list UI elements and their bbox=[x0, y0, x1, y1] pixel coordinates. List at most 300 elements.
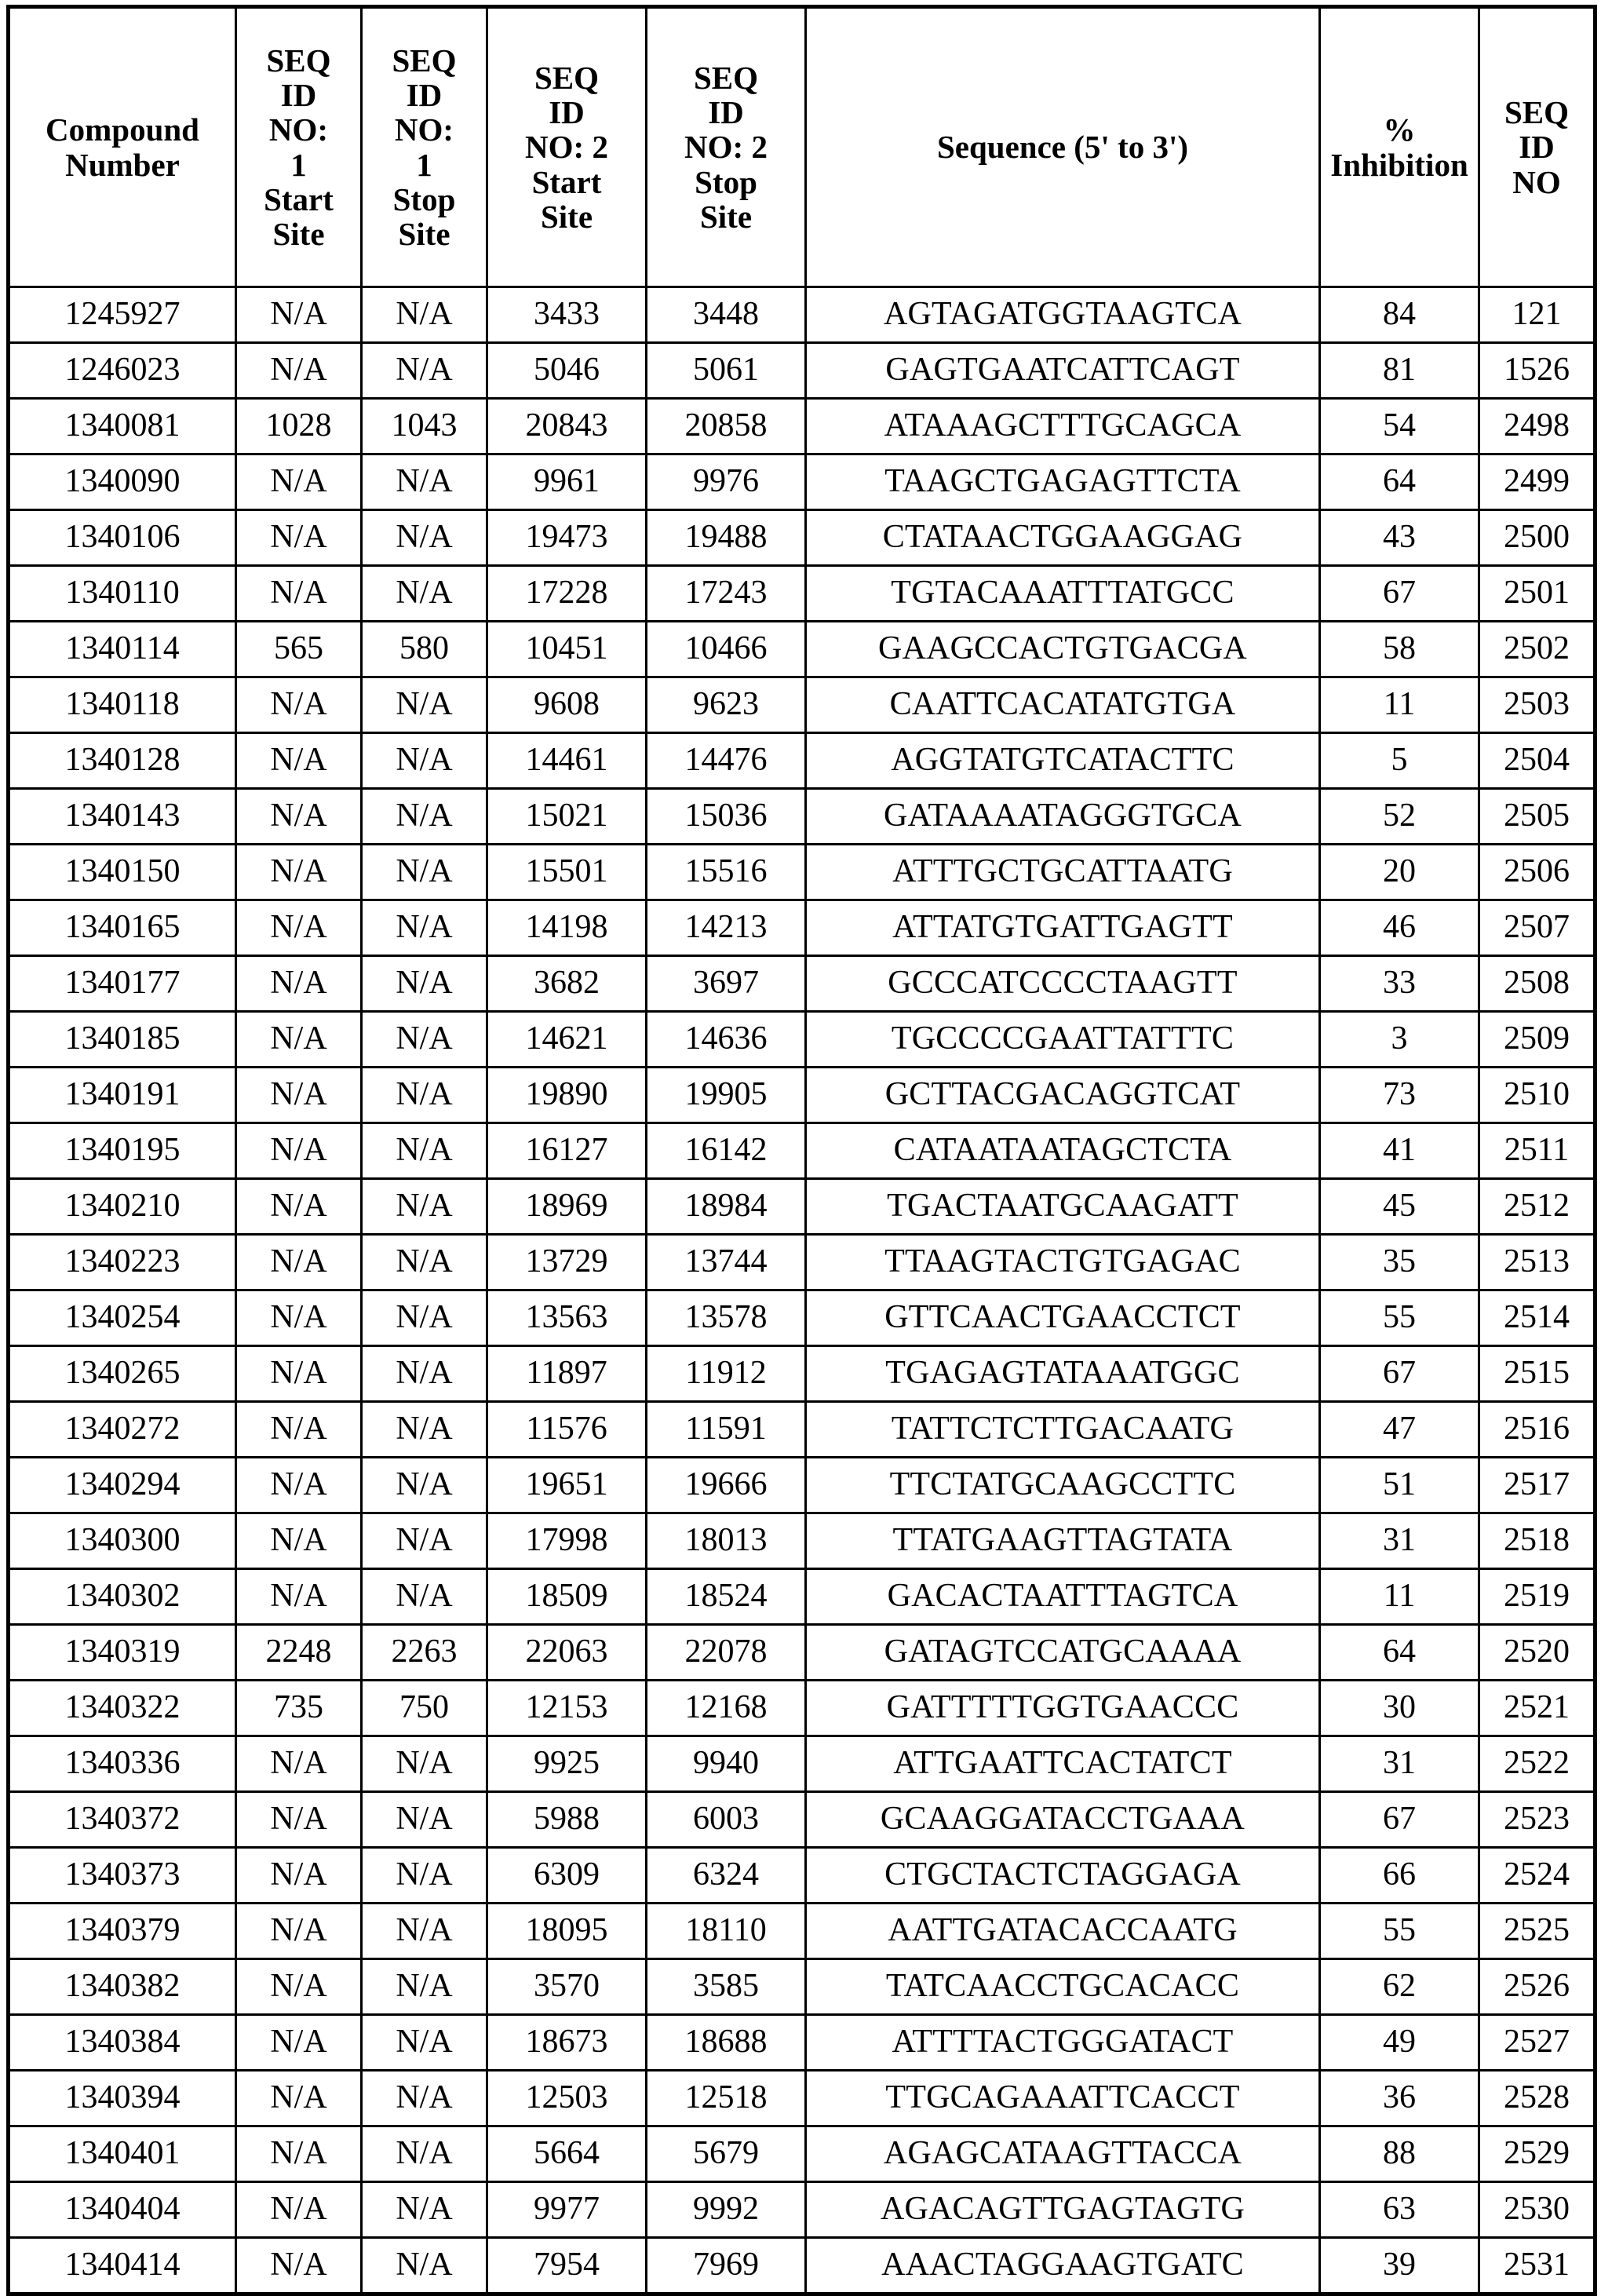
cell-seq1-stop-site: N/A bbox=[362, 1290, 487, 1346]
cell-seq-id-no: 2525 bbox=[1479, 1904, 1596, 1959]
cell-compound-number: 1340185 bbox=[9, 1012, 236, 1068]
cell-compound-number: 1340090 bbox=[9, 454, 236, 510]
cell-sequence: GTTCAACTGAACCTCT bbox=[806, 1290, 1320, 1346]
cell-seq2-stop-site: 11591 bbox=[647, 1402, 806, 1458]
cell-seq-id-no: 2508 bbox=[1479, 956, 1596, 1012]
column-header-line: Sequence (5' to 3') bbox=[937, 129, 1188, 166]
cell-seq2-stop-site: 19488 bbox=[647, 510, 806, 566]
cell-sequence: GACACTAATTTAGTCA bbox=[806, 1569, 1320, 1625]
cell-seq1-start-site: N/A bbox=[236, 287, 362, 343]
cell-seq-id-no: 2502 bbox=[1479, 622, 1596, 677]
cell-seq2-stop-site: 3697 bbox=[647, 956, 806, 1012]
cell-seq2-start-site: 6309 bbox=[487, 1848, 647, 1904]
cell-seq-id-no: 2504 bbox=[1479, 733, 1596, 789]
cell-seq2-start-site: 3433 bbox=[487, 287, 647, 343]
table-row bbox=[9, 1068, 1596, 1123]
cell-compound-number: 1340143 bbox=[9, 789, 236, 845]
cell-seq1-start-site: N/A bbox=[236, 1012, 362, 1068]
column-header-line: ID bbox=[280, 76, 317, 113]
cell-seq1-stop-site: N/A bbox=[362, 1848, 487, 1904]
column-header-line: Stop bbox=[392, 181, 456, 217]
column-header-line: Compound bbox=[46, 111, 199, 148]
table-row bbox=[9, 2126, 1596, 2182]
cell-compound-number: 1340336 bbox=[9, 1736, 236, 1792]
cell-seq2-stop-site: 14213 bbox=[647, 900, 806, 956]
cell-sequence: TATTCTCTTGACAATG bbox=[806, 1402, 1320, 1458]
cell-seq-id-no: 2524 bbox=[1479, 1848, 1596, 1904]
column-header-line: SEQ bbox=[1504, 94, 1570, 131]
cell-seq1-stop-site: N/A bbox=[362, 1904, 487, 1959]
table-row bbox=[9, 2238, 1596, 2294]
table-header bbox=[9, 7, 1596, 287]
cell-seq2-stop-site: 6324 bbox=[647, 1848, 806, 1904]
cell-seq1-start-site: N/A bbox=[236, 2126, 362, 2182]
column-header-line: 1 bbox=[416, 146, 432, 183]
column-header-seq2-stop-site bbox=[647, 7, 806, 287]
cell-seq-id-no: 2531 bbox=[1479, 2238, 1596, 2294]
cell-sequence: GCTTACGACAGGTCAT bbox=[806, 1068, 1320, 1123]
table-row bbox=[9, 2015, 1596, 2071]
column-header-line: Site bbox=[272, 216, 325, 253]
cell-seq2-stop-site: 9940 bbox=[647, 1736, 806, 1792]
cell-seq2-start-site: 5046 bbox=[487, 343, 647, 399]
table-row bbox=[9, 566, 1596, 622]
cell-pct-inhibition: 52 bbox=[1320, 789, 1479, 845]
table-row bbox=[9, 845, 1596, 900]
cell-seq1-start-site: N/A bbox=[236, 1402, 362, 1458]
cell-sequence: CTATAACTGGAAGGAG bbox=[806, 510, 1320, 566]
cell-compound-number: 1340300 bbox=[9, 1513, 236, 1569]
cell-seq1-start-site: N/A bbox=[236, 1848, 362, 1904]
oligonucleotide-inhibition-table bbox=[6, 5, 1597, 2296]
cell-seq2-start-site: 19473 bbox=[487, 510, 647, 566]
cell-seq1-start-site: 2248 bbox=[236, 1625, 362, 1681]
cell-seq2-stop-site: 3448 bbox=[647, 287, 806, 343]
table-row bbox=[9, 1959, 1596, 2015]
cell-compound-number: 1340118 bbox=[9, 677, 236, 733]
column-header-line: NO: 2 bbox=[525, 129, 608, 166]
table-row bbox=[9, 1123, 1596, 1179]
cell-seq-id-no: 2516 bbox=[1479, 1402, 1596, 1458]
cell-seq1-start-site: N/A bbox=[236, 1736, 362, 1792]
cell-seq1-start-site: N/A bbox=[236, 733, 362, 789]
column-header-compound-number bbox=[9, 7, 236, 287]
cell-seq1-start-site: N/A bbox=[236, 900, 362, 956]
cell-pct-inhibition: 67 bbox=[1320, 1346, 1479, 1402]
cell-seq2-stop-site: 13578 bbox=[647, 1290, 806, 1346]
cell-seq2-start-site: 12503 bbox=[487, 2071, 647, 2126]
cell-seq2-stop-site: 15516 bbox=[647, 845, 806, 900]
column-header-line: % bbox=[1383, 111, 1416, 148]
cell-sequence: AAACTAGGAAGTGATC bbox=[806, 2238, 1320, 2294]
cell-sequence: TTGCAGAAATTCACCT bbox=[806, 2071, 1320, 2126]
column-header-sequence bbox=[806, 7, 1320, 287]
cell-seq-id-no: 2510 bbox=[1479, 1068, 1596, 1123]
cell-pct-inhibition: 88 bbox=[1320, 2126, 1479, 2182]
cell-compound-number: 1340210 bbox=[9, 1179, 236, 1235]
cell-seq2-stop-site: 5061 bbox=[647, 343, 806, 399]
cell-seq2-start-site: 5664 bbox=[487, 2126, 647, 2182]
cell-sequence: TGCCCCGAATTATTTC bbox=[806, 1012, 1320, 1068]
cell-seq2-stop-site: 14636 bbox=[647, 1012, 806, 1068]
cell-seq-id-no: 1526 bbox=[1479, 343, 1596, 399]
cell-sequence: GAGTGAATCATTCAGT bbox=[806, 343, 1320, 399]
cell-seq1-stop-site: 1043 bbox=[362, 399, 487, 454]
cell-seq1-start-site: N/A bbox=[236, 2182, 362, 2238]
table-row bbox=[9, 510, 1596, 566]
cell-seq2-start-site: 5988 bbox=[487, 1792, 647, 1848]
cell-seq1-start-site: N/A bbox=[236, 1123, 362, 1179]
cell-seq1-start-site: N/A bbox=[236, 956, 362, 1012]
cell-seq2-start-site: 22063 bbox=[487, 1625, 647, 1681]
cell-compound-number: 1340294 bbox=[9, 1458, 236, 1513]
cell-sequence: GCCCATCCCCTAAGTT bbox=[806, 956, 1320, 1012]
cell-seq1-stop-site: N/A bbox=[362, 2238, 487, 2294]
cell-seq2-start-site: 9977 bbox=[487, 2182, 647, 2238]
column-header-line: Site bbox=[540, 198, 593, 235]
cell-seq-id-no: 2521 bbox=[1479, 1681, 1596, 1736]
cell-sequence: TTATGAAGTTAGTATA bbox=[806, 1513, 1320, 1569]
cell-pct-inhibition: 49 bbox=[1320, 2015, 1479, 2071]
cell-sequence: AATTGATACACCAATG bbox=[806, 1904, 1320, 1959]
cell-seq1-stop-site: N/A bbox=[362, 2015, 487, 2071]
column-header-line: 1 bbox=[290, 146, 307, 183]
cell-sequence: GCAAGGATACCTGAAA bbox=[806, 1792, 1320, 1848]
column-header-line: Inhibition bbox=[1330, 146, 1468, 183]
column-header-line: Site bbox=[398, 216, 450, 253]
cell-compound-number: 1340165 bbox=[9, 900, 236, 956]
cell-sequence: ATTATGTGATTGAGTT bbox=[806, 900, 1320, 956]
cell-seq2-start-site: 14621 bbox=[487, 1012, 647, 1068]
cell-compound-number: 1340373 bbox=[9, 1848, 236, 1904]
cell-seq1-stop-site: N/A bbox=[362, 510, 487, 566]
cell-seq1-stop-site: N/A bbox=[362, 1179, 487, 1235]
cell-compound-number: 1340081 bbox=[9, 399, 236, 454]
table-row bbox=[9, 1179, 1596, 1235]
column-header-line: NO: bbox=[394, 111, 454, 148]
table-row bbox=[9, 733, 1596, 789]
cell-pct-inhibition: 73 bbox=[1320, 1068, 1479, 1123]
cell-sequence: GATTTTTGGTGAACCC bbox=[806, 1681, 1320, 1736]
table-row bbox=[9, 956, 1596, 1012]
cell-seq1-stop-site: N/A bbox=[362, 1792, 487, 1848]
cell-pct-inhibition: 64 bbox=[1320, 1625, 1479, 1681]
cell-seq2-stop-site: 18524 bbox=[647, 1569, 806, 1625]
cell-seq2-start-site: 19890 bbox=[487, 1068, 647, 1123]
cell-seq1-start-site: N/A bbox=[236, 1569, 362, 1625]
cell-seq2-start-site: 14461 bbox=[487, 733, 647, 789]
cell-seq2-start-site: 20843 bbox=[487, 399, 647, 454]
cell-seq-id-no: 2523 bbox=[1479, 1792, 1596, 1848]
cell-pct-inhibition: 64 bbox=[1320, 454, 1479, 510]
cell-sequence: ATTTGCTGCATTAATG bbox=[806, 845, 1320, 900]
cell-seq1-stop-site: N/A bbox=[362, 900, 487, 956]
column-header-line: NO: 2 bbox=[684, 129, 768, 166]
table-row bbox=[9, 2182, 1596, 2238]
cell-compound-number: 1340128 bbox=[9, 733, 236, 789]
cell-seq-id-no: 2507 bbox=[1479, 900, 1596, 956]
cell-pct-inhibition: 5 bbox=[1320, 733, 1479, 789]
cell-seq1-start-site: N/A bbox=[236, 2071, 362, 2126]
cell-seq2-start-site: 16127 bbox=[487, 1123, 647, 1179]
cell-pct-inhibition: 67 bbox=[1320, 1792, 1479, 1848]
cell-compound-number: 1340302 bbox=[9, 1569, 236, 1625]
cell-compound-number: 1340319 bbox=[9, 1625, 236, 1681]
cell-seq2-stop-site: 18110 bbox=[647, 1904, 806, 1959]
cell-seq2-stop-site: 12518 bbox=[647, 2071, 806, 2126]
cell-seq1-stop-site: N/A bbox=[362, 1012, 487, 1068]
cell-seq2-stop-site: 18688 bbox=[647, 2015, 806, 2071]
cell-seq2-stop-site: 3585 bbox=[647, 1959, 806, 2015]
cell-seq1-start-site: N/A bbox=[236, 1458, 362, 1513]
cell-seq1-stop-site: N/A bbox=[362, 845, 487, 900]
cell-sequence: TAAGCTGAGAGTTCTA bbox=[806, 454, 1320, 510]
cell-sequence: ATAAAGCTTTGCAGCA bbox=[806, 399, 1320, 454]
table-row bbox=[9, 1458, 1596, 1513]
cell-seq1-stop-site: N/A bbox=[362, 733, 487, 789]
table-row bbox=[9, 399, 1596, 454]
cell-seq1-stop-site: 750 bbox=[362, 1681, 487, 1736]
cell-pct-inhibition: 84 bbox=[1320, 287, 1479, 343]
cell-seq2-stop-site: 20858 bbox=[647, 399, 806, 454]
cell-seq2-start-site: 14198 bbox=[487, 900, 647, 956]
cell-seq-id-no: 2522 bbox=[1479, 1736, 1596, 1792]
cell-seq1-stop-site: N/A bbox=[362, 789, 487, 845]
cell-seq1-start-site: N/A bbox=[236, 1068, 362, 1123]
cell-seq2-stop-site: 22078 bbox=[647, 1625, 806, 1681]
cell-sequence: TATCAACCTGCACACC bbox=[806, 1959, 1320, 2015]
cell-seq2-start-site: 11897 bbox=[487, 1346, 647, 1402]
cell-sequence: TGAGAGTATAAATGGC bbox=[806, 1346, 1320, 1402]
cell-seq2-start-site: 17998 bbox=[487, 1513, 647, 1569]
cell-seq2-stop-site: 9623 bbox=[647, 677, 806, 733]
cell-seq1-start-site: N/A bbox=[236, 510, 362, 566]
cell-seq1-stop-site: N/A bbox=[362, 1402, 487, 1458]
table-body bbox=[9, 287, 1596, 2294]
cell-seq1-start-site: N/A bbox=[236, 845, 362, 900]
cell-seq2-start-site: 9608 bbox=[487, 677, 647, 733]
cell-pct-inhibition: 47 bbox=[1320, 1402, 1479, 1458]
cell-seq1-start-site: N/A bbox=[236, 454, 362, 510]
cell-pct-inhibition: 41 bbox=[1320, 1123, 1479, 1179]
column-header-line: Number bbox=[65, 146, 180, 183]
cell-seq-id-no: 2512 bbox=[1479, 1179, 1596, 1235]
column-header-seq1-stop-site bbox=[362, 7, 487, 287]
cell-pct-inhibition: 45 bbox=[1320, 1179, 1479, 1235]
cell-compound-number: 1340150 bbox=[9, 845, 236, 900]
table-row bbox=[9, 2071, 1596, 2126]
cell-compound-number: 1340223 bbox=[9, 1235, 236, 1290]
cell-seq2-start-site: 12153 bbox=[487, 1681, 647, 1736]
cell-seq-id-no: 2505 bbox=[1479, 789, 1596, 845]
cell-pct-inhibition: 35 bbox=[1320, 1235, 1479, 1290]
cell-seq2-start-site: 18509 bbox=[487, 1569, 647, 1625]
cell-seq2-start-site: 3570 bbox=[487, 1959, 647, 2015]
cell-seq1-stop-site: N/A bbox=[362, 287, 487, 343]
cell-seq-id-no: 2506 bbox=[1479, 845, 1596, 900]
cell-seq2-stop-site: 11912 bbox=[647, 1346, 806, 1402]
cell-pct-inhibition: 30 bbox=[1320, 1681, 1479, 1736]
cell-seq2-start-site: 13729 bbox=[487, 1235, 647, 1290]
cell-pct-inhibition: 67 bbox=[1320, 566, 1479, 622]
cell-seq-id-no: 2501 bbox=[1479, 566, 1596, 622]
cell-seq1-start-site: N/A bbox=[236, 2015, 362, 2071]
cell-compound-number: 1340384 bbox=[9, 2015, 236, 2071]
cell-seq1-stop-site: N/A bbox=[362, 1513, 487, 1569]
cell-seq1-stop-site: N/A bbox=[362, 677, 487, 733]
cell-seq1-stop-site: N/A bbox=[362, 2126, 487, 2182]
column-header-line: Start bbox=[264, 181, 334, 217]
cell-seq-id-no: 2514 bbox=[1479, 1290, 1596, 1346]
cell-seq1-stop-site: N/A bbox=[362, 956, 487, 1012]
cell-seq1-start-site: N/A bbox=[236, 1290, 362, 1346]
cell-pct-inhibition: 31 bbox=[1320, 1736, 1479, 1792]
cell-seq2-stop-site: 19666 bbox=[647, 1458, 806, 1513]
cell-seq2-start-site: 3682 bbox=[487, 956, 647, 1012]
cell-seq2-start-site: 18095 bbox=[487, 1904, 647, 1959]
cell-pct-inhibition: 3 bbox=[1320, 1012, 1479, 1068]
table-row bbox=[9, 1848, 1596, 1904]
cell-seq1-stop-site: N/A bbox=[362, 454, 487, 510]
column-header-seq-id-no bbox=[1479, 7, 1596, 287]
table-row bbox=[9, 677, 1596, 733]
cell-seq1-start-site: N/A bbox=[236, 343, 362, 399]
cell-compound-number: 1340106 bbox=[9, 510, 236, 566]
table-row bbox=[9, 1792, 1596, 1848]
cell-pct-inhibition: 58 bbox=[1320, 622, 1479, 677]
cell-seq2-start-site: 11576 bbox=[487, 1402, 647, 1458]
cell-seq-id-no: 2517 bbox=[1479, 1458, 1596, 1513]
table-row bbox=[9, 287, 1596, 343]
cell-compound-number: 1340110 bbox=[9, 566, 236, 622]
cell-sequence: CTGCTACTCTAGGAGA bbox=[806, 1848, 1320, 1904]
cell-seq2-stop-site: 18013 bbox=[647, 1513, 806, 1569]
cell-compound-number: 1340394 bbox=[9, 2071, 236, 2126]
cell-seq1-stop-site: N/A bbox=[362, 1068, 487, 1123]
table-row bbox=[9, 1513, 1596, 1569]
column-header-line: SEQ bbox=[693, 59, 759, 96]
cell-seq-id-no: 2529 bbox=[1479, 2126, 1596, 2182]
cell-seq1-start-site: N/A bbox=[236, 789, 362, 845]
cell-seq2-stop-site: 19905 bbox=[647, 1068, 806, 1123]
cell-seq-id-no: 2498 bbox=[1479, 399, 1596, 454]
table-row bbox=[9, 1402, 1596, 1458]
cell-seq1-stop-site: N/A bbox=[362, 2071, 487, 2126]
table-row bbox=[9, 1681, 1596, 1736]
cell-compound-number: 1340265 bbox=[9, 1346, 236, 1402]
cell-seq1-start-site: N/A bbox=[236, 1792, 362, 1848]
cell-seq1-start-site: 735 bbox=[236, 1681, 362, 1736]
cell-sequence: ATTTTACTGGGATACT bbox=[806, 2015, 1320, 2071]
cell-sequence: CATAATAATAGCTCTA bbox=[806, 1123, 1320, 1179]
cell-sequence: AGACAGTTGAGTAGTG bbox=[806, 2182, 1320, 2238]
cell-seq-id-no: 2499 bbox=[1479, 454, 1596, 510]
cell-seq1-stop-site: 580 bbox=[362, 622, 487, 677]
cell-compound-number: 1340414 bbox=[9, 2238, 236, 2294]
table-row bbox=[9, 343, 1596, 399]
cell-pct-inhibition: 55 bbox=[1320, 1290, 1479, 1346]
cell-seq2-stop-site: 10466 bbox=[647, 622, 806, 677]
cell-seq2-stop-site: 13744 bbox=[647, 1235, 806, 1290]
cell-sequence: TGACTAATGCAAGATT bbox=[806, 1179, 1320, 1235]
cell-compound-number: 1340322 bbox=[9, 1681, 236, 1736]
cell-seq1-stop-site: 2263 bbox=[362, 1625, 487, 1681]
cell-seq1-start-site: N/A bbox=[236, 1346, 362, 1402]
column-header-line: Start bbox=[531, 163, 602, 200]
cell-compound-number: 1245927 bbox=[9, 287, 236, 343]
cell-seq2-stop-site: 17243 bbox=[647, 566, 806, 622]
table-row bbox=[9, 1569, 1596, 1625]
table-row bbox=[9, 1290, 1596, 1346]
cell-compound-number: 1340254 bbox=[9, 1290, 236, 1346]
cell-seq-id-no: 2511 bbox=[1479, 1123, 1596, 1179]
cell-pct-inhibition: 20 bbox=[1320, 845, 1479, 900]
cell-seq-id-no: 2526 bbox=[1479, 1959, 1596, 2015]
table-row bbox=[9, 622, 1596, 677]
cell-seq2-stop-site: 6003 bbox=[647, 1792, 806, 1848]
cell-pct-inhibition: 43 bbox=[1320, 510, 1479, 566]
cell-seq1-start-site: N/A bbox=[236, 1179, 362, 1235]
cell-seq-id-no: 2509 bbox=[1479, 1012, 1596, 1068]
column-header-line: ID bbox=[549, 94, 585, 131]
table-row bbox=[9, 789, 1596, 845]
cell-sequence: AGTAGATGGTAAGTCA bbox=[806, 287, 1320, 343]
cell-sequence: GAAGCCACTGTGACGA bbox=[806, 622, 1320, 677]
cell-seq1-start-site: 1028 bbox=[236, 399, 362, 454]
cell-pct-inhibition: 11 bbox=[1320, 1569, 1479, 1625]
column-header-seq2-start-site bbox=[487, 7, 647, 287]
cell-pct-inhibition: 33 bbox=[1320, 956, 1479, 1012]
cell-seq2-stop-site: 15036 bbox=[647, 789, 806, 845]
cell-compound-number: 1340401 bbox=[9, 2126, 236, 2182]
table-row bbox=[9, 1235, 1596, 1290]
cell-pct-inhibition: 51 bbox=[1320, 1458, 1479, 1513]
cell-seq2-stop-site: 9976 bbox=[647, 454, 806, 510]
column-header-line: Site bbox=[699, 198, 753, 235]
cell-pct-inhibition: 66 bbox=[1320, 1848, 1479, 1904]
cell-sequence: GATAAAATAGGGTGCA bbox=[806, 789, 1320, 845]
cell-seq1-stop-site: N/A bbox=[362, 1736, 487, 1792]
cell-sequence: TGTACAAATTTATGCC bbox=[806, 566, 1320, 622]
cell-pct-inhibition: 81 bbox=[1320, 343, 1479, 399]
cell-seq2-stop-site: 12168 bbox=[647, 1681, 806, 1736]
cell-seq2-stop-site: 9992 bbox=[647, 2182, 806, 2238]
cell-seq-id-no: 2500 bbox=[1479, 510, 1596, 566]
cell-seq2-start-site: 9925 bbox=[487, 1736, 647, 1792]
cell-compound-number: 1340272 bbox=[9, 1402, 236, 1458]
cell-seq1-stop-site: N/A bbox=[362, 1458, 487, 1513]
cell-seq2-start-site: 15021 bbox=[487, 789, 647, 845]
table-row bbox=[9, 1012, 1596, 1068]
cell-sequence: CAATTCACATATGTGA bbox=[806, 677, 1320, 733]
cell-seq1-stop-site: N/A bbox=[362, 1235, 487, 1290]
table-row bbox=[9, 1736, 1596, 1792]
cell-seq2-start-site: 9961 bbox=[487, 454, 647, 510]
cell-seq-id-no: 2530 bbox=[1479, 2182, 1596, 2238]
cell-seq1-start-site: N/A bbox=[236, 677, 362, 733]
cell-seq-id-no: 2519 bbox=[1479, 1569, 1596, 1625]
cell-seq1-stop-site: N/A bbox=[362, 343, 487, 399]
cell-seq1-start-site: N/A bbox=[236, 566, 362, 622]
cell-compound-number: 1340404 bbox=[9, 2182, 236, 2238]
cell-sequence: ATTGAATTCACTATCT bbox=[806, 1736, 1320, 1792]
cell-sequence: AGAGCATAAGTTACCA bbox=[806, 2126, 1320, 2182]
cell-pct-inhibition: 63 bbox=[1320, 2182, 1479, 2238]
cell-seq2-stop-site: 18984 bbox=[647, 1179, 806, 1235]
cell-seq1-stop-site: N/A bbox=[362, 1123, 487, 1179]
cell-seq-id-no: 2520 bbox=[1479, 1625, 1596, 1681]
column-header-line: SEQ bbox=[534, 59, 600, 96]
